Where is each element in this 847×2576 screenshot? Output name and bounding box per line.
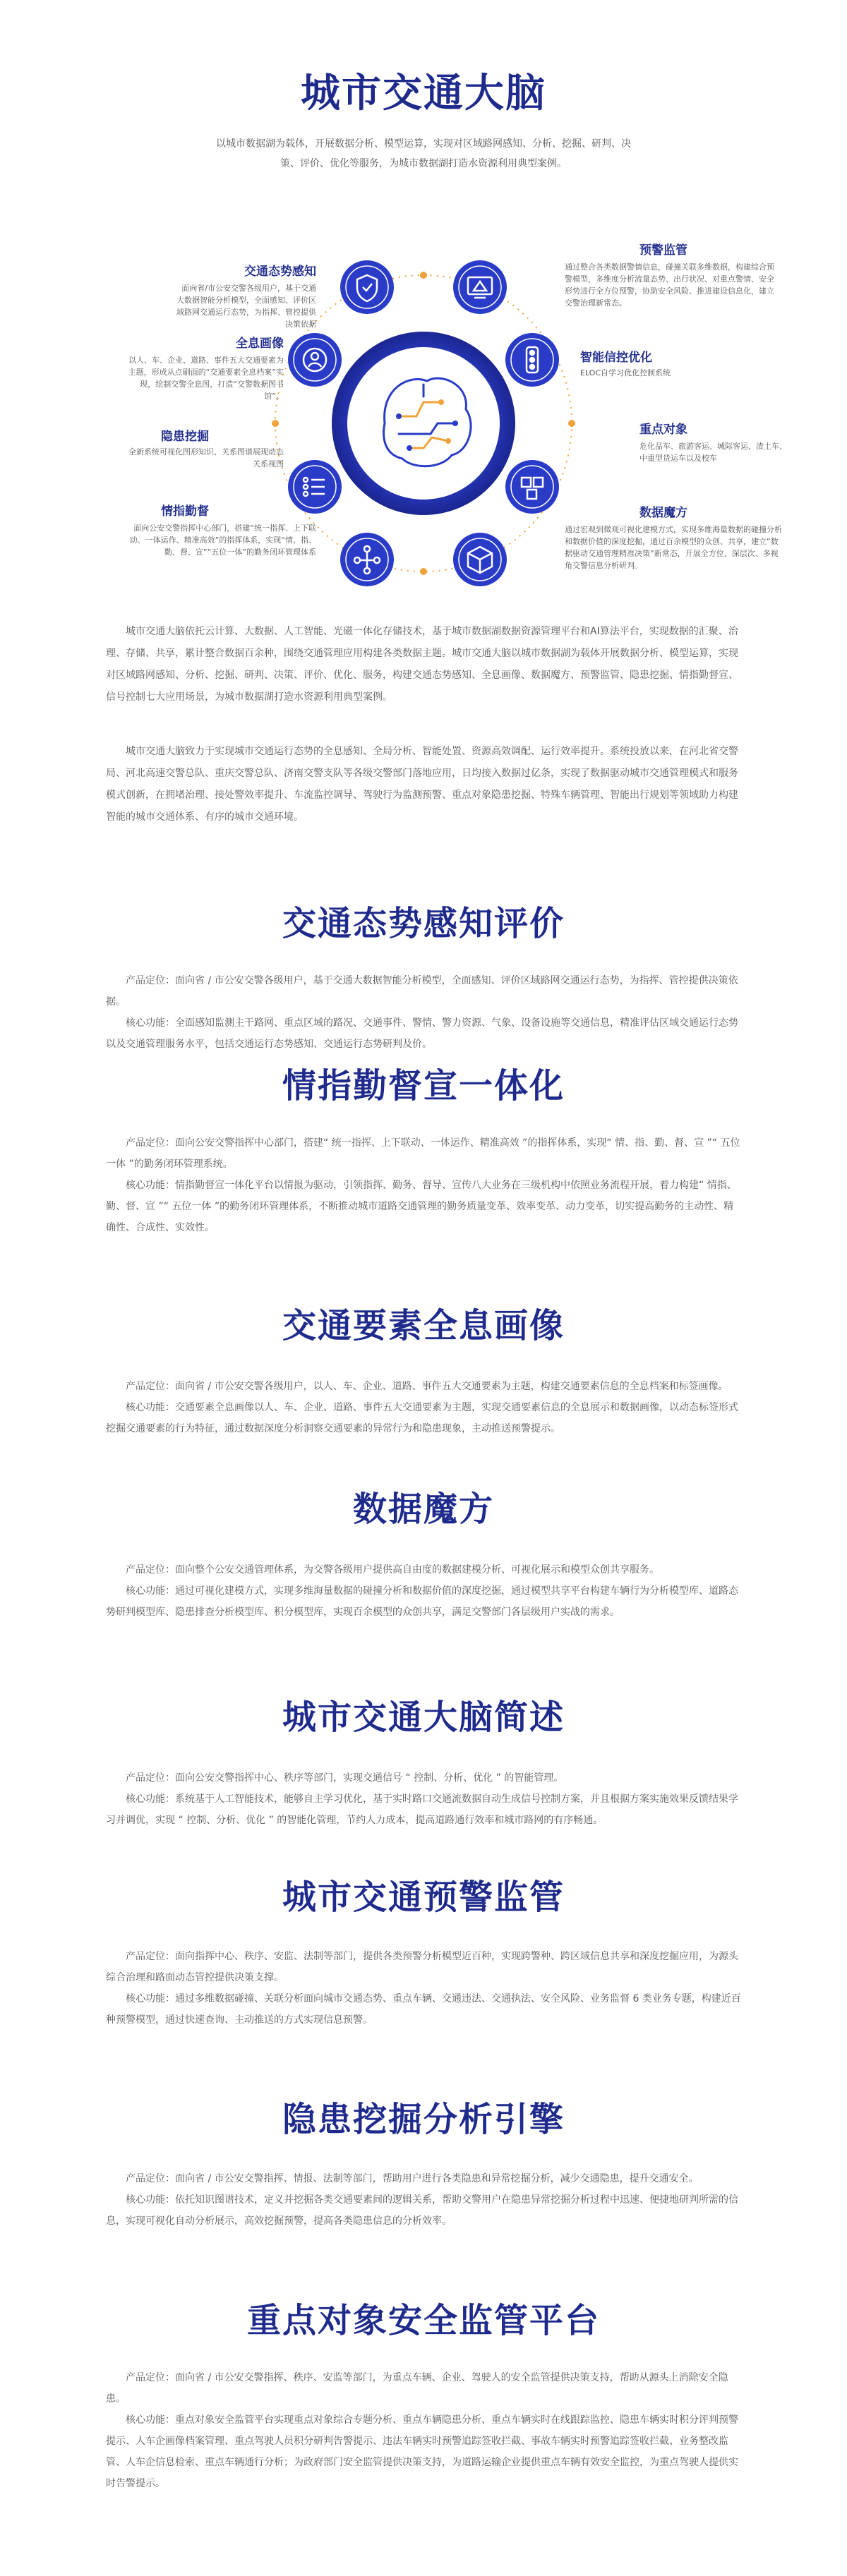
section-line: 产品定位：面向省 / 市公安交警指挥、秩序、安监等部门，为重点车辆、企业、驾驶人的安全监管提供决策支持，帮助从源头上消除安全隐患。: [106, 2372, 728, 2405]
feature-desc: ELOC自学习优化控制系统: [580, 368, 671, 377]
section-body: [106, 1376, 741, 1439]
section-body: [106, 1946, 741, 2031]
node-holographic: [288, 333, 342, 387]
section-title: 城市交通大脑简述: [282, 1698, 565, 1737]
node-hidden-danger: [288, 460, 342, 514]
center-inner: [347, 347, 500, 500]
section-line: 核心功能：依托知识图谱技术，定义并挖掘各类交通要素间的逻辑关系，帮助交警用户在隐患异常挖掘分析过程中迅速、便捷地研判所需的信息，实现可视化自动分析展示，高效挖掘预警，提高各类隐患信息的分析效率。: [106, 2194, 738, 2227]
section-title: 城市交通预警监管: [282, 1877, 565, 1917]
page-title: 城市交通大脑: [301, 71, 546, 116]
section-line: 核心功能：全面感知监测主干路网、重点区域的路况、交通事件、警情、警力资源、气象、设备设施等交通信息，精准评估区域交通运行态势以及交通管理服务水平，包括交通运行态势感知、交通运行态势研判及价。: [106, 1017, 738, 1050]
section-body: [106, 2367, 741, 2494]
node-command: [340, 533, 394, 586]
section-title: 重点对象安全监管平台: [246, 2301, 600, 2340]
feature-desc: 通过整合各类数据警情信息，碰撞关联多维数据，构建综合预警模型，多维度分析流量态势、出行状况、对重点警情、安全形势进行全方位预警，协助安全风险、推进建设信息化，建立交警治理新常态。: [565, 262, 774, 308]
section-title: 交通态势感知评价: [282, 904, 565, 943]
feature-title: 智能信控优化: [580, 351, 652, 365]
section-line: 核心功能：交通要素全息画像以人、车、企业、道路、事件五大交通要素为主题，实现交通要素信息的全息展示和数据画像，以动态标签形式挖掘交通要素的行为特征，通过数据深度分析洞察交通要素的异常行为和隐患现象，主动推送预警提示。: [106, 1402, 738, 1434]
feature-title: 重点对象: [639, 423, 687, 437]
section-title: 隐患挖掘分析引擎: [282, 2100, 565, 2139]
section-line: 产品定位：面向整个公安交通管理体系，为交警各级用户提供高自由度的数据建模分析、可视化展示和模型众创共享服务。: [126, 1564, 659, 1576]
section-body: [106, 1132, 741, 1238]
feature-title: 情指勤督: [161, 504, 209, 519]
node-data-cube: [453, 533, 507, 586]
section-line: 核心功能：重点对象安全监管平台实现重点对象综合专题分析、重点车辆隐患分析、重点车辆实时在线跟踪监控、隐患车辆实时积分评判预警提示、人车企画像档案管理、重点驾驶人员积分研判告警提示、违法车辆实时预警追踪签收拦截、事故车辆实时预警追踪签收拦截、业务整改监管、人车企信息检索、重点车辆通行分析；为政府部门安全监管提供决策支持，为道路运输企业提供重点车辆有效安全监控，为重点驾驶人提供实时告警提示。: [106, 2414, 738, 2489]
section-line: 产品定位：面向省 / 市公安交警各级用户，基于交通大数据智能分析模型，全面感知、评价区域路网交通运行态势，为指挥、管控提供决策依据。: [106, 975, 738, 1008]
section-title: 交通要素全息画像: [282, 1306, 565, 1346]
feature-title: 全息画像: [236, 337, 284, 351]
section-line: 核心功能：系统基于人工智能技术，能够自主学习优化，基于实时路口交通流数据自动生成信号控制方案，并且根据方案实施效果反馈结果学习并调优，实现 “ 控制、分析、优化 ” 的智能化管理，节约人力成本，提高道路通行效率和城市路网的有序畅通。: [106, 1794, 738, 1826]
feature-title: 预警监管: [639, 243, 687, 258]
section-line: 核心功能：通过多维数据碰撞、关联分析面向城市交通态势、重点车辆、交通违法、交通执法、安全风险、业务监督 6 类业务专题，构建近百种预警模型，通过快速查询、主动推送的方式实现信息预警。: [106, 1993, 741, 2026]
section-line: 产品定位：面向省 / 市公安交警各级用户，以人、车、企业、道路、事件五大交通要素为主题，构建交通要素信息的全息档案和标签画像。: [126, 1381, 728, 1392]
section-body: [106, 2168, 741, 2232]
section-title: 情指勤督宣一体化: [282, 1066, 565, 1106]
section-body: [106, 1559, 741, 1623]
page-lead: 以城市数据湖为载体，开展数据分析、模型运算，实现对区域路网感知、分析、挖掘、研判、决策、评价、优化等服务，为城市数据湖打造水资源利用典型案例。: [216, 138, 631, 169]
section-title: 数据魔方: [352, 1489, 494, 1529]
feature-desc: 以人、车、企业、道路、事件五大交通要素为主题，形成从点刷面的“交通要素全息档案”实现，绘制交警全息图，打造“交警数据图书馆”。: [128, 356, 284, 401]
feature-desc: 危化品车、旅游客运、城际客运、渣土车、中重型货运车以及校车: [639, 442, 787, 463]
node-traffic-situation: [340, 260, 394, 314]
section-line: 产品定位：面向公安交警指挥中心、秩序等部门，实现交通信号 “ 控制、分析、优化 ” 的智能管理。: [126, 1772, 564, 1784]
feature-desc: 面向省/市公安交警各级用户，基于交通大数据智能分析模型，全面感知、评价区域路网交通运行态势，为指挥、管控提供决策依据: [176, 284, 316, 329]
node-warning: [453, 260, 507, 314]
intro-paragraph: 城市交通大脑致力于实现城市交通运行态势的全息感知、全局分析、智能处置、资源高效调配、运行效率提升。系统投放以来，在河北省交警局、河北高速交警总队、重庆交警总队、济南交警支队等各级交警部门落地应用，日均接入数据过亿条，实现了数据驱动城市交通管理模式和服务模式创新，在拥堵治理、接处警效率提升、车流监控调导、驾驶行为监测预警、重点对象隐患挖掘、特殊车辆管理、智能出行规划等领域助力构建智能的城市交通体系、有序的城市交通环境。: [106, 746, 738, 823]
section-body: [106, 970, 741, 1055]
node-key-objects: [505, 460, 559, 514]
section-body: [106, 1767, 741, 1831]
feature-desc: 全新系统可视化图形知识、关系图谱展现动态关系视图: [128, 447, 284, 468]
feature-desc: 通过宏观到微观可视化建模方式，实现多维海量数据的碰撞分析和数据价值的深度挖掘，通过百余模型的众创、共享，建立“数据驱动交通管理精准决策”新常态，开展全方位、深层次、多视角交警信息分析研判。: [565, 525, 782, 570]
section-line: 产品定位：面向公安交警指挥中心部门，搭建“ 统一指挥、上下联动、一体运作、精准高效 ”的指挥体系，实现“ 情、指、勤、督、宣 ”“ 五位一体 ”的勤务闭环管理系统。: [106, 1137, 740, 1170]
feature-title: 隐患挖掘: [161, 430, 209, 444]
section-line: 产品定位：面向指挥中心、秩序、安监、法制等部门，提供各类预警分析模型近百种，实现跨警种、跨区域信息共享和深度挖掘应用，为源头综合治理和路面动态管控提供决策支撑。: [106, 1951, 738, 1983]
section-line: 核心功能：通过可视化建模方式，实现多维海量数据的碰撞分析和数据价值的深度挖掘，通过模型共享平台构建车辆行为分析模型库、道路态势研判模型库、隐患排查分析模型库、积分模型库，实现百余模型的众创共享，满足交警部门各层级用户实战的需求。: [106, 1585, 738, 1618]
section-line: 核心功能：情指勤督宣一体化平台以情报为驱动，引领指挥、勤务、督导、宣传八大业务在三级机构中依照业务流程开展，着力构建“ 情指、勤、督、宣 ”“ 五位一体 ”的勤务闭环管理体系，不断推动城市道路交通管理的勤务质量变革、效率变革、动力变革，切实提高勤务的主动性、精确性、合成性、实效性。: [106, 1180, 737, 1233]
feature-desc: 面向公安交警指挥中心部门，搭建“统一指挥、上下联动、一体运作、精准高效”的指挥体系，实现“情、指、勤、督、宣”“五位一体”的勤务闭环管理体系: [129, 524, 316, 557]
section-line: 产品定位：面向省 / 市公安交警指挥、情报、法制等部门，帮助用户进行各类隐患和异常挖掘分析，减少交通隐患，提升交通安全。: [126, 2173, 699, 2184]
feature-title: 数据魔方: [639, 506, 687, 520]
node-signal: [505, 333, 559, 387]
intro-paragraph: 城市交通大脑依托云计算、大数据、人工智能、光磁一体化存储技术，基于城市数据湖数据资源管理平台和AI算法平台，实现数据的汇聚、治理、存储、共享，累计整合数据百余种，围绕交通管理应用构建各类数据主题。城市交通大脑以城市数据湖为载体开展数据分析、模型运算，实现对区域路网感知、分析、挖掘、研判、决策、评价、优化、服务，构建交通态势感知、全息画像、数据魔方、预警监管、隐患挖掘、情指勤督宣、信号控制七大应用场景，为城市数据湖打造水资源利用典型案例。: [106, 626, 738, 703]
feature-title: 交通态势感知: [244, 265, 316, 279]
